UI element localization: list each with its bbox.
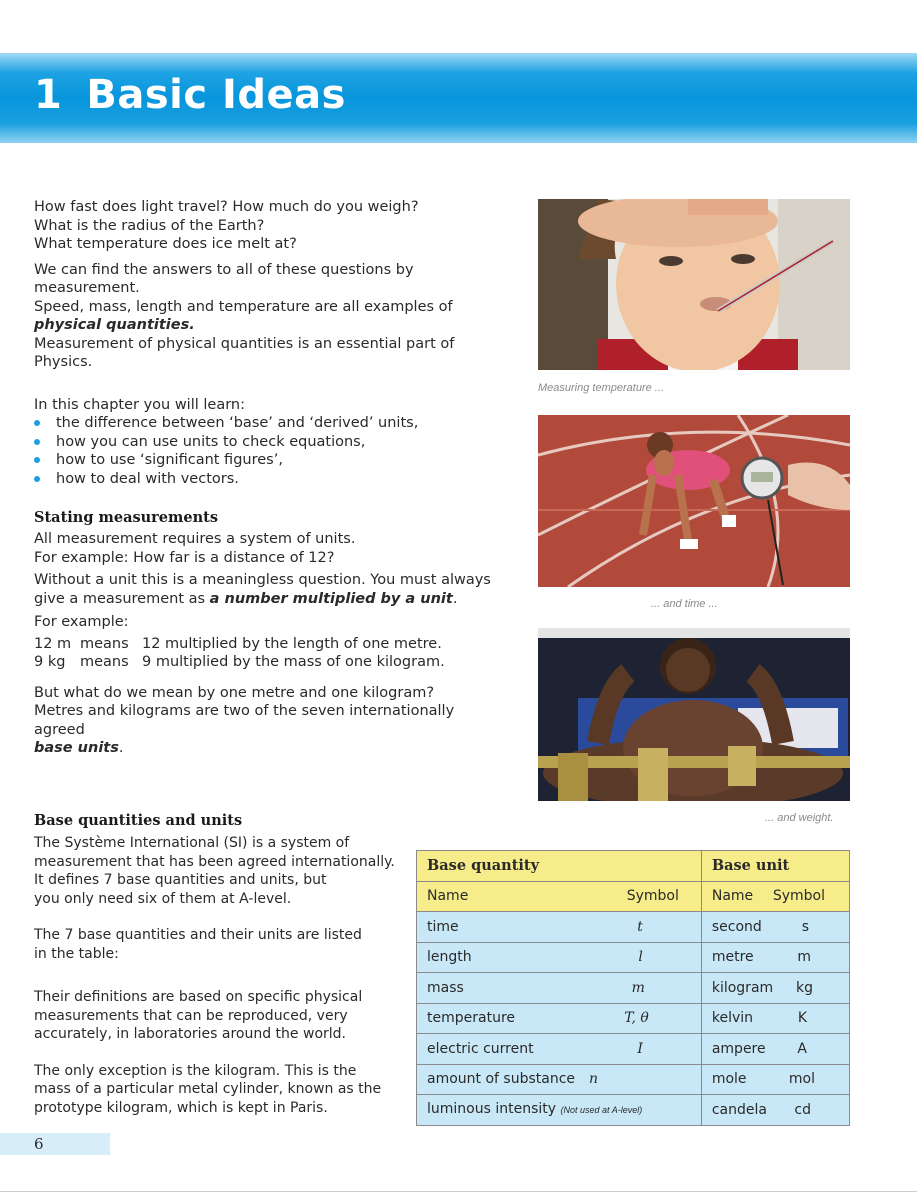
chapter-title-text: Basic Ideas <box>86 72 346 118</box>
base-paragraph <box>34 988 404 1044</box>
quantity-symbol: n <box>589 1071 599 1088</box>
emphasis: base units <box>34 740 119 756</box>
page-number-tab <box>0 1133 110 1155</box>
quantity-symbol: I <box>637 1040 643 1057</box>
text-line: measurement that has been agreed internationally. <box>34 853 395 870</box>
list-item <box>34 433 514 452</box>
list-item <box>34 414 514 433</box>
stating-section <box>34 509 504 758</box>
chapter-banner <box>0 53 917 143</box>
bullet-icon <box>34 476 40 482</box>
unit-symbol: A <box>797 1040 807 1057</box>
intro-section <box>34 198 514 488</box>
unit-name: ampere <box>711 1040 766 1057</box>
unit-cell <box>701 942 849 973</box>
page-number: 6 <box>34 1135 44 1153</box>
scales-icon <box>538 628 850 801</box>
quantity-name: mass <box>427 979 464 996</box>
unit-symbol: m <box>797 949 811 966</box>
text-line: . <box>452 590 458 607</box>
text-line: measurements that can be reproduced, very <box>34 1007 348 1024</box>
quantity-name: time <box>427 918 459 935</box>
text-line: For example: How far is a distance of 12? <box>34 549 335 566</box>
table-row <box>417 1034 850 1065</box>
section-heading: Stating measurements <box>34 509 219 526</box>
text-line: in the table: <box>34 945 119 962</box>
chapter-title <box>34 70 346 120</box>
quantity-symbol: m <box>631 979 645 996</box>
photo-caption: Measuring temperature ... <box>538 382 664 394</box>
text-line: But what do we mean by one metre and one kilogram? <box>34 684 435 701</box>
unit-cell <box>701 1095 849 1126</box>
text-line: mass of a particular metal cylinder, known as the <box>34 1081 382 1097</box>
text-line: accurately, in laboratories around the world. <box>34 1026 346 1042</box>
text-line: . <box>118 740 124 756</box>
example-means: means <box>80 654 129 670</box>
photo-weight <box>538 628 850 801</box>
unit-symbol: K <box>797 1010 807 1027</box>
quantity-symbol: T, θ <box>624 1010 649 1027</box>
list-item-text: the difference between ‘base’ and ‘derived’ units, <box>56 415 419 431</box>
list-item-text: how to use ‘significant figures’, <box>56 452 283 468</box>
sub-header: Symbol <box>626 888 679 905</box>
table-row <box>417 973 850 1004</box>
text-line: Metres and kilograms are two of the seven internationally agreed <box>34 703 455 738</box>
unit-symbol: s <box>801 918 809 935</box>
list-item-text: how to deal with vectors. <box>56 470 239 487</box>
stopwatch-icon <box>538 415 850 587</box>
unit-name: candela <box>711 1101 767 1118</box>
base-section <box>34 812 404 1117</box>
quantity-name: length <box>427 949 472 966</box>
quantity-note: (Not used at A-level) <box>560 1105 643 1116</box>
quantity-cell <box>417 1095 702 1126</box>
unit-symbol: kg <box>796 979 813 996</box>
list-item <box>34 470 514 489</box>
text-line: Speed, mass, length and temperature are all examples of <box>34 298 453 315</box>
quantity-name: temperature <box>427 1010 515 1027</box>
quantity-symbol: l <box>638 949 643 966</box>
thermometer-icon <box>538 199 850 370</box>
list-item-text: how you can use units to check equations, <box>56 433 366 450</box>
text-line: It defines 7 base quantities and units, but <box>34 872 327 888</box>
text-line: Measurement of physical quantities is an essential part of Physics. <box>34 335 455 370</box>
table-sub-header <box>417 881 850 912</box>
chapter-number: 1 <box>34 72 63 118</box>
table-row <box>417 1003 850 1034</box>
quantity-symbol: t <box>637 918 643 935</box>
unit-cell <box>701 912 849 943</box>
quantity-name: electric current <box>427 1040 534 1057</box>
unit-name: second <box>711 918 762 935</box>
quantity-name: amount of substance <box>427 1071 576 1088</box>
quantity-cell <box>417 1064 702 1095</box>
group-header: Base quantity <box>417 851 702 882</box>
sub-header-cell <box>701 881 849 912</box>
learn-list <box>34 414 514 488</box>
question-line: What is the radius of the Earth? <box>34 217 265 234</box>
question-line: How fast does light travel? How much do you weigh? <box>34 199 419 215</box>
unit-cell <box>701 1064 849 1095</box>
unit-name: kilogram <box>711 979 774 996</box>
unit-symbol: cd <box>794 1101 811 1118</box>
table-group-header <box>417 851 850 882</box>
intro-paragraph <box>34 261 514 372</box>
base-paragraph <box>34 834 404 908</box>
base-paragraph <box>34 926 404 963</box>
stating-paragraph <box>34 571 504 608</box>
photo-time <box>538 415 850 587</box>
example-qty: 9 kg <box>34 654 66 670</box>
learn-lead: In this chapter you will learn: <box>34 396 245 413</box>
quantity-cell <box>417 942 702 973</box>
table-row <box>417 912 850 943</box>
unit-cell <box>701 973 849 1004</box>
text-line: Without a unit this is a meaningless question. You must always <box>34 572 491 588</box>
example-qty: 12 m <box>34 635 72 652</box>
text-line: The Système International (SI) is a system of <box>34 835 350 851</box>
quantity-cell <box>417 1003 702 1034</box>
quantity-cell <box>417 973 702 1004</box>
unit-name: kelvin <box>711 1010 754 1027</box>
text-line: give a measurement as <box>34 590 210 607</box>
intro-questions <box>34 198 514 254</box>
emphasis: physical quantities. <box>34 317 195 333</box>
bullet-icon <box>34 420 40 426</box>
base-paragraph <box>34 1062 404 1118</box>
quantity-name: luminous intensity <box>427 1101 557 1118</box>
example-row <box>34 653 504 672</box>
sub-header: Name <box>711 888 754 905</box>
unit-name: mole <box>711 1071 747 1088</box>
example-means: means <box>80 635 129 652</box>
example-lead: For example: <box>34 614 129 630</box>
table-row <box>417 1095 850 1126</box>
table-row <box>417 1064 850 1095</box>
sub-header: Symbol <box>772 888 825 905</box>
page-bottom-rule <box>0 1191 917 1192</box>
question-line: What temperature does ice melt at? <box>34 236 297 252</box>
text-line: We can find the answers to all of these questions by measurement. <box>34 261 414 296</box>
example-row <box>34 635 504 654</box>
emphasis: a number multiplied by a unit <box>209 590 453 607</box>
sub-header: Name <box>427 888 469 905</box>
text-line: The 7 base quantities and their units are listed <box>34 927 362 943</box>
unit-cell <box>701 1003 849 1034</box>
photo-caption: ... and weight. <box>765 812 834 824</box>
base-units-table <box>416 850 850 1126</box>
stating-paragraph <box>34 530 504 567</box>
examples <box>34 635 504 672</box>
photo-temperature <box>538 199 850 370</box>
text-line: you only need six of them at A-level. <box>34 890 292 907</box>
table-row <box>417 942 850 973</box>
sub-header-cell <box>417 881 702 912</box>
unit-cell <box>701 1034 849 1065</box>
unit-symbol: mol <box>788 1071 815 1088</box>
text-line: Their definitions are based on specific physical <box>34 989 363 1005</box>
stating-paragraph <box>34 684 504 758</box>
section-heading: Base quantities and units <box>34 812 243 829</box>
quantity-cell <box>417 1034 702 1065</box>
photo-caption: ... and time ... <box>651 598 718 610</box>
unit-name: metre <box>711 949 754 966</box>
example-text: 12 multiplied by the length of one metre. <box>142 635 442 652</box>
example-text: 9 multiplied by the mass of one kilogram. <box>142 654 445 670</box>
list-item <box>34 451 514 470</box>
quantity-cell <box>417 912 702 943</box>
text-line: prototype kilogram, which is kept in Paris. <box>34 1099 328 1116</box>
text-line: All measurement requires a system of units. <box>34 531 356 547</box>
bullet-icon <box>34 439 40 445</box>
group-header: Base unit <box>701 851 849 882</box>
text-line: The only exception is the kilogram. This is the <box>34 1062 357 1079</box>
bullet-icon <box>34 457 40 463</box>
